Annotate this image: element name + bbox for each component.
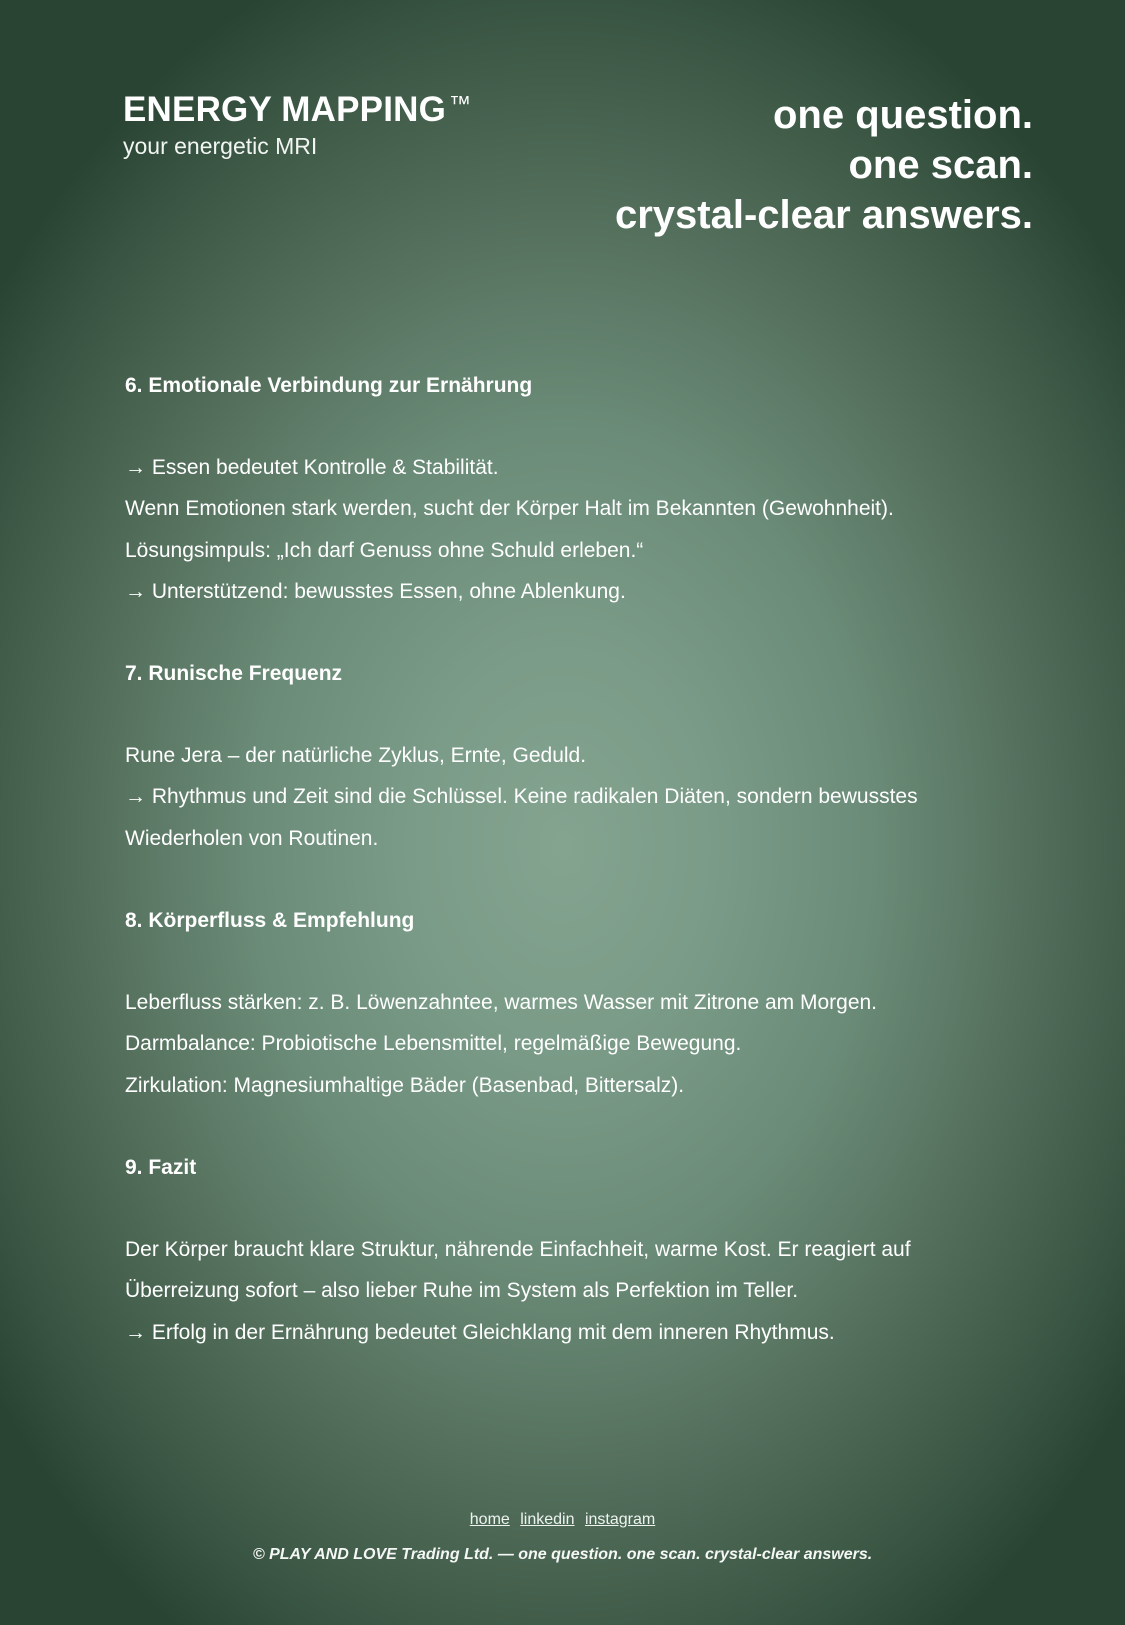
section-body-conclusion bbox=[125, 1229, 1005, 1353]
section-heading-conclusion: 9. Fazit bbox=[125, 1155, 197, 1179]
footer-links bbox=[0, 1505, 1125, 1535]
brand-title[interactable] bbox=[123, 84, 471, 130]
section-body-emotional-connection bbox=[125, 447, 1005, 612]
footer-link-home[interactable]: home bbox=[469, 1511, 510, 1528]
tagline bbox=[615, 90, 1033, 240]
tagline-line-2: one scan. bbox=[848, 143, 1033, 187]
body-line: → Unterstützend: bewusstes Essen, ohne Ablenkung. bbox=[125, 579, 626, 603]
trademark-symbol: ™ bbox=[449, 91, 472, 116]
footer bbox=[0, 1505, 1125, 1567]
section-body-body-flow bbox=[125, 982, 1005, 1106]
brand-subtitle: your energetic MRI bbox=[123, 133, 318, 159]
tagline-line-1: one question. bbox=[773, 93, 1033, 137]
body-line: Darmbalance: Probiotische Lebensmittel, regelmäßige Bewegung. bbox=[125, 1032, 742, 1056]
body-line: → Rhythmus und Zeit sind die Schlüssel. Keine radikalen Diäten, sondern bewusstes Wiederholen von Routinen. bbox=[125, 785, 918, 850]
body-line: Zirkulation: Magnesiumhaltige Bäder (Basenbad, Bittersalz). bbox=[125, 1073, 685, 1097]
brand-title-text: ENERGY MAPPING bbox=[123, 90, 447, 129]
tagline-line-3: crystal-clear answers. bbox=[614, 193, 1033, 237]
body-line: → Erfolg in der Ernährung bedeutet Gleichklang mit dem inneren Rhythmus. bbox=[125, 1320, 835, 1344]
body-line: Wenn Emotionen stark werden, sucht der Körper Halt im Bekannten (Gewohnheit). bbox=[125, 497, 894, 521]
report-content bbox=[125, 365, 1005, 1394]
body-line: Der Körper braucht klare Struktur, nährende Einfachheit, warme Kost. Er reagiert auf Überreizung sofort – also lieber Ruhe im System als Perfektion im Teller. bbox=[125, 1237, 911, 1303]
body-line: Rune Jera – der natürliche Zyklus, Ernte, Geduld. bbox=[125, 744, 587, 768]
section-heading-body-flow: 8. Körperfluss & Empfehlung bbox=[125, 909, 415, 933]
footer-link-instagram[interactable]: instagram bbox=[584, 1511, 656, 1528]
footer-link-linkedin[interactable]: linkedin bbox=[520, 1511, 575, 1528]
body-line: → Essen bedeutet Kontrolle & Stabilität. bbox=[125, 456, 499, 479]
brand bbox=[123, 84, 471, 160]
section-heading-emotional-connection: 6. Emotionale Verbindung zur Ernährung bbox=[125, 374, 533, 397]
body-line: Leberfluss stärken: z. B. Löwenzahntee, warmes Wasser mit Zitrone am Morgen. bbox=[125, 991, 878, 1015]
section-heading-runic-frequency: 7. Runische Frequenz bbox=[125, 662, 343, 686]
section-body-runic-frequency bbox=[125, 735, 1005, 859]
body-line: Lösungsimpuls: „Ich darf Genuss ohne Schuld erleben.“ bbox=[125, 538, 644, 562]
copyright-notice: © PLAY AND LOVE Trading Ltd. — one question. one scan. crystal-clear answers. bbox=[252, 1546, 873, 1563]
